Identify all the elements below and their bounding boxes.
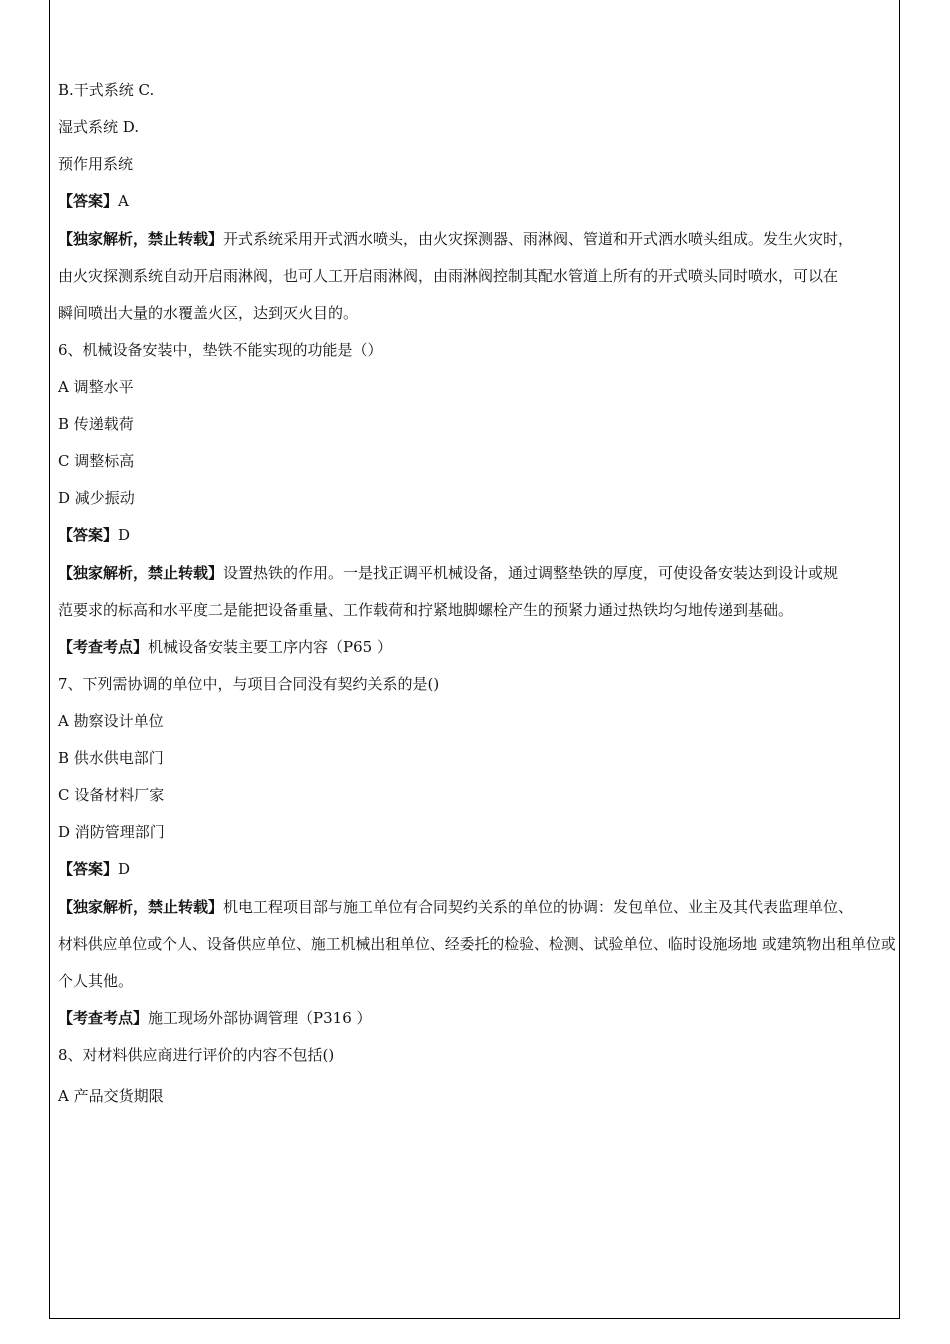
point-text: 机械设备安装主要工序内容（P65 ） [148,638,392,656]
q8-question: 8、对材料供应商进行评价的内容不包括() [58,1046,335,1064]
q5-analysis-line-2: 由火灾探测系统自动开启雨淋阀，也可人工开启雨淋阀，由雨淋阀控制其配水管道上所有的开式喷头同时喷水，可以在 [58,267,839,285]
point-text: 施工现场外部协调管理（P316 ） [148,1009,372,1027]
q7-analysis-line-3: 个人其他。 [58,972,134,990]
q7-question: 7、下列需协调的单位中，与项目合同没有契约关系的是() [58,675,440,693]
point-tag: 【考查考点】 [58,1009,149,1027]
analysis-tag: 【独家解析，禁止转载】 [58,564,224,582]
q6-answer [58,525,130,545]
answer-tag: 【答案】 [58,860,119,878]
q7-option-b: B 供水供电部门 [58,749,164,767]
q7-option-a: A 勘察设计单位 [58,712,164,730]
q5-option-c: 湿式系统 D. [58,118,140,136]
analysis-tag: 【独家解析，禁止转载】 [58,898,224,916]
q6-option-c: C 调整标高 [58,452,135,470]
q5-analysis-line-3: 瞬间喷出大量的水覆盖火区，达到灭火目的。 [58,304,359,322]
answer-value: D [118,526,131,544]
answer-tag: 【答案】 [58,526,119,544]
q7-exam-point [58,1008,372,1028]
point-tag: 【考查考点】 [58,638,149,656]
answer-value: D [118,860,131,878]
q6-exam-point [58,637,392,657]
answer-tag: 【答案】 [58,192,119,210]
q8-option-a: A 产品交货期限 [58,1087,164,1105]
q6-option-d: D 减少振动 [58,489,135,507]
q7-analysis-line-2: 材料供应单位或个人、设备供应单位、施工机械出租单位、经委托的检验、检测、试验单位、临时设施场地 或建筑物出租单位或 [58,935,896,953]
analysis-text: 开式系统采用开式洒水喷头，由火灾探测器、雨淋阀、管道和开式洒水喷头组成。发生火灾时， [223,230,854,248]
q6-analysis-line-1 [58,563,838,583]
q7-analysis-line-1 [58,897,853,917]
q7-answer [58,859,130,879]
q5-answer [58,191,129,211]
q6-question: 6、机械设备安装中，垫铁不能实现的功能是（） [58,341,383,359]
q6-option-b: B 传递载荷 [58,415,134,433]
answer-value: A [118,192,129,210]
analysis-text: 机电工程项目部与施工单位有合同契约关系的单位的协调：发包单位、业主及其代表监理单位、 [223,898,854,916]
q7-option-c: C 设备材料厂家 [58,786,165,804]
page-frame [49,0,900,1319]
q5-option-d: 预作用系统 [58,155,134,173]
q6-option-a: A 调整水平 [58,378,134,396]
analysis-tag: 【独家解析，禁止转载】 [58,230,224,248]
q5-option-b: B.干式系统 C. [58,81,155,99]
q7-option-d: D 消防管理部门 [58,823,165,841]
analysis-text: 设置热铁的作用。一是找正调平机械设备，通过调整垫铁的厚度，可使设备安装达到设计或规 [223,564,839,582]
q6-analysis-line-2: 范要求的标高和水平度二是能把设备重量、工作载荷和拧紧地脚螺栓产生的预紧力通过热铁均匀地传递到基础。 [58,601,794,619]
q5-analysis-line-1 [58,229,853,249]
